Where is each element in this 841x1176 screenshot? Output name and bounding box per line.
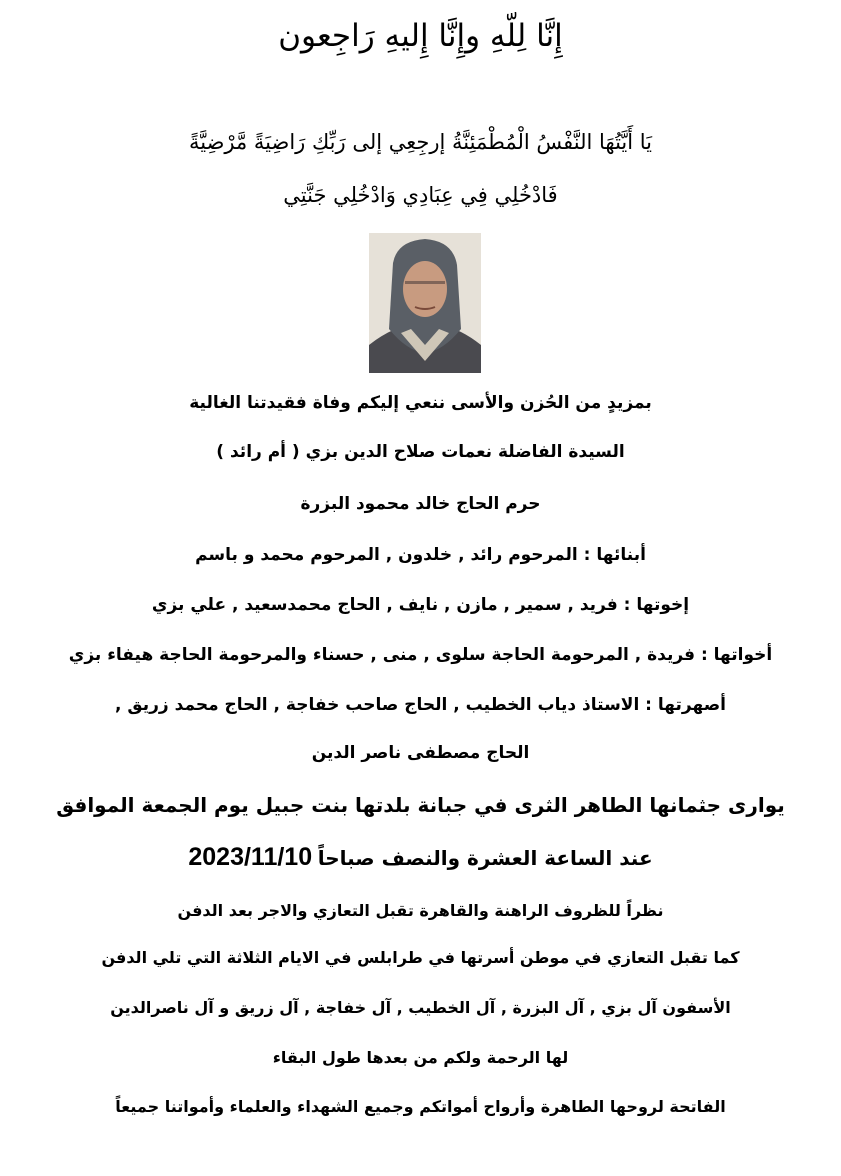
deceased-portrait — [369, 233, 481, 373]
in-laws-line-1: أصهرتها : الاستاذ دياب الخطيب , الحاج صاحب خفاجة , الحاج محمد زريق , — [115, 695, 726, 715]
quran-verse-line-1: يَا أَيَّتُهَا النَّفْسُ الْمُطْمَئِنَّةُ إرجِعِي إلى رَبِّكِ رَاضِيَةً مَّرْضِيَّةً — [188, 130, 653, 154]
opening-heading: إِنَّا لِلّهِ وإِنَّا إِليهِ رَاجِعون — [278, 18, 563, 54]
announcement-intro: بمزيدٍ من الحُزن والأسى ننعي إليكم وفاة فقيدتنا الغالية — [189, 393, 652, 413]
condolences-note-1: نظراً للظروف الراهنة والقاهرة تقبل التعازي والاجر بعد الدفن — [177, 901, 664, 920]
funeral-datetime — [20, 843, 821, 872]
funeral-date: 2023/11/10 — [188, 843, 313, 871]
mourning-families: الأسفون آل بزي , آل البزرة , آل الخطيب , آل خفاجة , آل زريق و آل ناصرالدين — [110, 998, 731, 1017]
sisters-list: أخواتها : فريدة , المرحومة الحاجة سلوى , منى , حسناء والمرحومة الحاجة هيفاء بزي — [68, 645, 773, 665]
fatiha-line: الفاتحة لروحها الطاهرة وأرواح أمواتكم وجميع الشهداء والعلماء وأمواتنا جميعاً — [115, 1097, 726, 1116]
mercy-line: لها الرحمة ولكم من بعدها طول البقاء — [272, 1048, 569, 1067]
in-laws-line-2: الحاج مصطفى ناصر الدين — [311, 743, 530, 763]
brothers-list: إخوتها : فريد , سمير , مازن , نايف , الحاج محمدسعيد , علي بزي — [151, 595, 690, 615]
funeral-time: عند الساعة العشرة والنصف صباحاً — [317, 846, 653, 870]
quran-verse-line-2: فَادْخُلِي فِي عِبَادِي وَادْخُلِي جَنَّتِي — [283, 183, 558, 207]
funeral-announcement: يوارى جثمانها الطاهر الثرى في جبانة بلدتها بنت جبيل يوم الجمعة الموافق — [56, 793, 785, 817]
wife-of: حرم الحاج خالد محمود البزرة — [300, 494, 541, 514]
sons-list: أبنائها : المرحوم رائد , خلدون , المرحوم محمد و باسم — [195, 545, 646, 565]
condolences-note-2: كما تقبل التعازي في موطن أسرتها في طرابلس في الايام الثلاثة التي تلي الدفن — [101, 948, 740, 967]
deceased-name: السيدة الفاضلة نعمات صلاح الدين بزي ( أم رائد ) — [216, 442, 625, 462]
